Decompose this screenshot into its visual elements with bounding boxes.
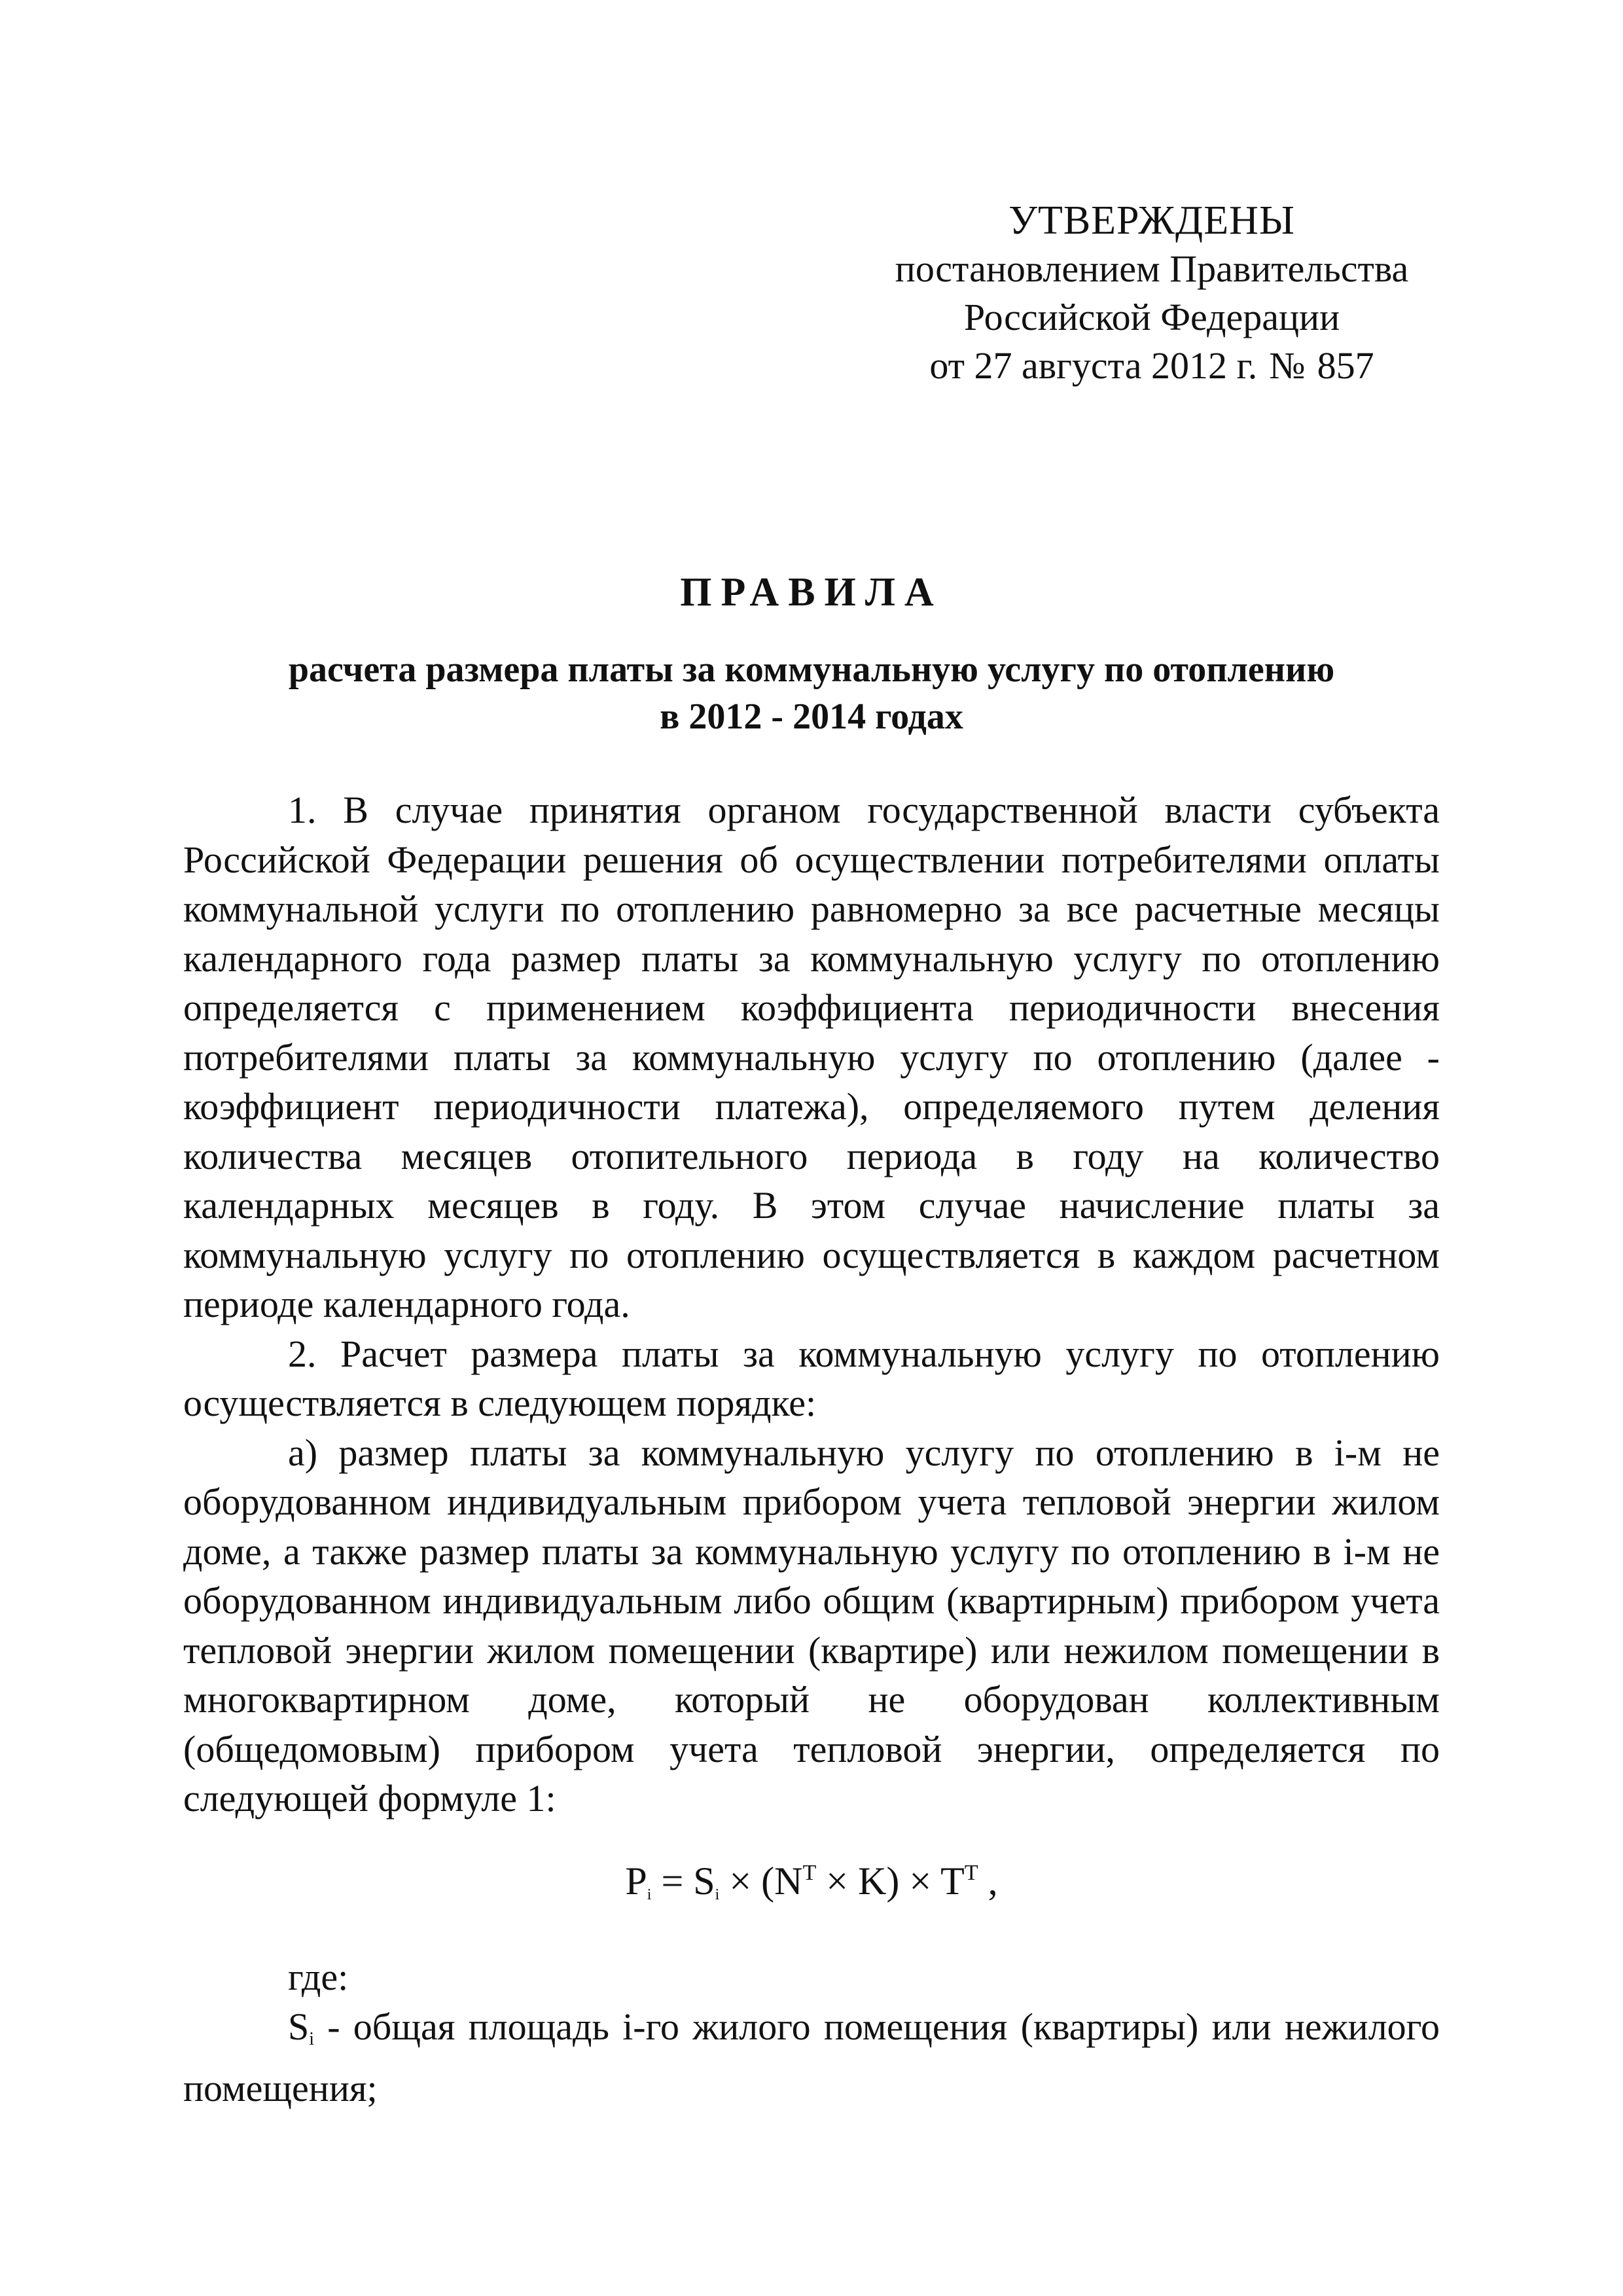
formula-p-subscript: i [647, 1886, 652, 1903]
formula-tail: , [978, 1859, 998, 1903]
definition-s-symbol: S [288, 2005, 310, 2048]
title-block [157, 569, 1466, 740]
paragraph-2: 2. Расчет размера платы за коммунальную услугу по отоплению осуществляется в следующем порядке: [183, 1332, 1440, 1424]
definition-s-text: - общая площадь i-го жилого помещения (квартиры) или нежилого помещения; [183, 2005, 1440, 2109]
formula-n: × (N [719, 1859, 803, 1903]
definition-s [183, 2002, 1440, 2113]
paragraph-1: 1. В случае принятия органом государственной власти субъекта Российской Федерации решения об осуществлении потребителями оплаты коммунальной услуги по отоплению равномерно за все расчетные месяцы календарного года размер платы за коммунальную услугу по отоплению определяется с применением коэффициента периодичности внесения потребителями платы за коммунальную услугу по отоплению (далее - коэффициент периодичности платежа), определяемого путем деления количества месяцев отопительного периода в году на количество календарных месяцев в году. В этом случае начисление платы за коммунальную услугу по отоплению осуществляется в каждом расчетном периоде календарного года. [183, 789, 1440, 1325]
formula-k-t: × K) × T [816, 1859, 965, 1903]
formula-1 [183, 1848, 1440, 1920]
formula-s-subscript: i [715, 1886, 720, 1903]
approval-line-2: Российской Федерации [963, 296, 1340, 338]
approval-date: от 27 августа 2012 г. [929, 344, 1258, 387]
document-title: ПРАВИЛА [680, 570, 943, 615]
definition-s-subscript: i [309, 2028, 315, 2049]
where-label: где: [288, 1956, 349, 1998]
approval-stamp [864, 196, 1440, 390]
paragraph-a: а) размер платы за коммунальную услугу по отоплению в i-м не оборудованном индивидуальным прибором учета тепловой энергии жилом доме, а также размер платы за коммунальную услугу по отоплению в i-м не оборудованном индивидуальным либо общим (квартирным) прибором учета тепловой энергии жилом помещении (квартире) или нежилом помещении в многоквартирном доме, который не оборудован коллективным (общедомовым) прибором учета тепловой энергии, определяется по следующей формуле 1: [183, 1431, 1440, 1820]
document-subtitle-line-1: расчета размера платы за коммунальную услугу по отоплению [288, 649, 1335, 690]
formula-n-superscript: T [802, 1860, 817, 1885]
document-body [183, 785, 1440, 2113]
formula-s: = S [651, 1859, 715, 1903]
approval-heading: УТВЕРЖДЕНЫ [1008, 198, 1295, 243]
number-sign: № [1269, 344, 1306, 387]
approval-date-line [864, 342, 1440, 390]
approval-number: 857 [1317, 344, 1374, 387]
formula-t-superscript: T [964, 1860, 978, 1885]
approval-line-1: постановлением Правительства [895, 247, 1409, 290]
formula-p: P [625, 1859, 647, 1903]
document-subtitle-line-2: в 2012 - 2014 годах [660, 696, 963, 737]
